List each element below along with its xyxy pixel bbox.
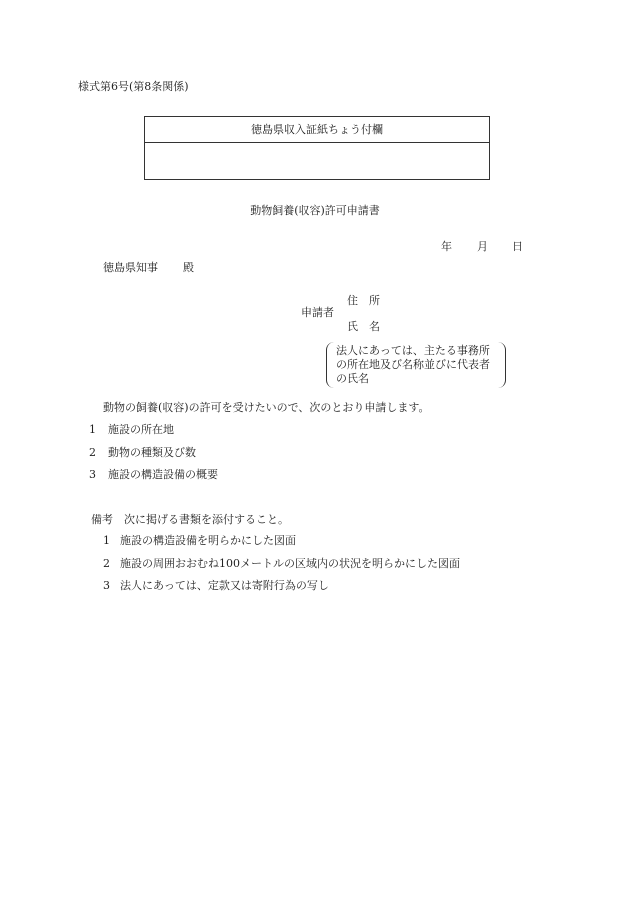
date-year-label: 年 — [441, 240, 452, 253]
list-item — [89, 446, 196, 459]
document-title: 動物飼養(収容)許可申請書 — [250, 204, 380, 217]
corporate-note-line: の所在地及び名称並びに代表者 — [336, 358, 490, 371]
revenue-stamp-box — [144, 116, 490, 180]
name-label: 氏 名 — [347, 320, 380, 333]
remark-item — [103, 557, 460, 570]
addressee-name: 徳島県知事 — [103, 261, 158, 274]
stamp-box-header: 徳島県収入証紙ちょう付欄 — [145, 117, 489, 143]
corporate-note-line: の氏名 — [336, 372, 369, 385]
addressee-honorific: 殿 — [183, 261, 194, 274]
form-number: 様式第6号(第8条関係) — [78, 80, 189, 93]
item-text: 動物の種類及び数 — [108, 446, 196, 459]
application-statement: 動物の飼養(収容)の許可を受けたいので、次のとおり申請します。 — [103, 401, 430, 414]
remark-item — [103, 579, 329, 592]
date-day-label: 日 — [512, 240, 523, 253]
remark-item — [103, 534, 296, 547]
remark-text: 施設の構造設備を明らかにした図面 — [120, 534, 296, 547]
applicant-label: 申請者 — [301, 306, 334, 319]
remarks-heading: 備考 次に掲げる書類を添付すること。 — [91, 513, 289, 526]
corporate-note-line: 法人にあっては、主たる事務所 — [336, 344, 490, 357]
item-text: 施設の構造設備の概要 — [108, 468, 218, 481]
remark-text: 法人にあっては、定款又は寄附行為の写し — [120, 579, 329, 592]
list-item — [89, 423, 174, 436]
list-item — [89, 468, 218, 481]
item-number: 1 — [89, 423, 96, 436]
remark-text: 施設の周囲おおむね100メートルの区域内の状況を明らかにした図面 — [120, 557, 460, 570]
remark-number: 3 — [103, 579, 110, 592]
item-number: 2 — [89, 446, 96, 459]
address-label: 住 所 — [347, 294, 380, 307]
item-text: 施設の所在地 — [108, 423, 174, 436]
remark-number: 2 — [103, 557, 110, 570]
date-month-label: 月 — [477, 240, 488, 253]
item-number: 3 — [89, 468, 96, 481]
remark-number: 1 — [103, 534, 110, 547]
